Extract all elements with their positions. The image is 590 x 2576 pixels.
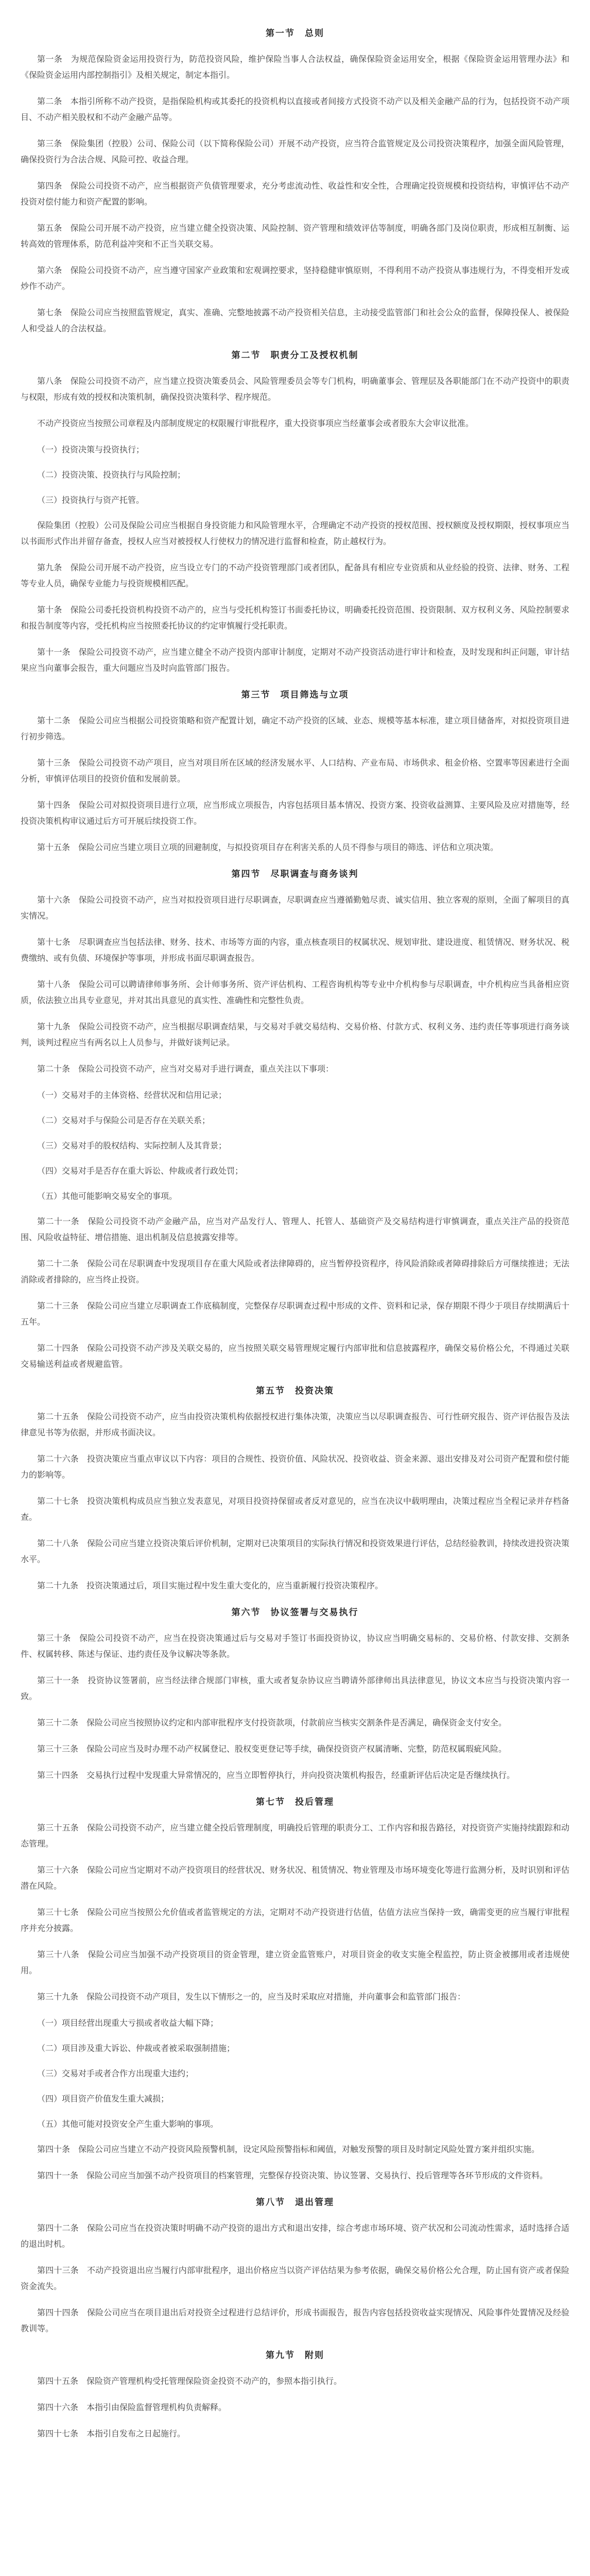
- section-5: [21, 1383, 569, 1594]
- paragraph: 第一条 为规范保险资金运用投资行为，防范投资风险，维护保险当事人合法权益，确保保险资金运用安全，根据《保险资金运用管理办法》和《保险资金运用内部控制指引》及相关规定，制定本指引。: [21, 54, 569, 80]
- list-item: （二）交易对手与保险公司是否存在关联关系；: [37, 1115, 211, 1125]
- paragraph: 不动产投资应当按照公司章程及内部制度规定的权限履行审批程序，重大投资事项应当经董事会或者股东大会审议批准。: [37, 418, 474, 428]
- paragraph: 第十五条 保险公司应当建立项目立项的回避制度，与拟投资项目存在利害关系的人员不得参与项目的筛选、评估和立项决策。: [37, 842, 499, 852]
- section-title: 第九节 附则: [266, 2350, 324, 2361]
- paragraph: 第七条 保险公司应当按照监管规定，真实、准确、完整地披露不动产投资相关信息，主动接受监管部门和社会公众的监督，保障投保人、被保险人和受益人的合法权益。: [21, 308, 569, 333]
- section-2: [21, 348, 569, 676]
- paragraph: 第四条 保险公司投资不动产，应当根据资产负债管理要求，充分考虑流动性、收益性和安全性，合理确定投资规模和投资结构，审慎评估不动产投资对偿付能力和资产配置的影响。: [21, 181, 569, 207]
- paragraph: 第九条 保险公司开展不动产投资，应当设立专门的不动产投资管理部门或者团队，配备具有相应专业资质和从业经验的投资、法律、财务、工程等专业人员，确保专业能力与投资规模相匹配。: [21, 563, 569, 588]
- list-item: （五）其他可能影响交易安全的事项。: [37, 1191, 178, 1201]
- section-title: 第五节 投资决策: [256, 1386, 334, 1396]
- paragraph: 第二十七条 投资决策机构成员应当独立发表意见，对项目投资持保留或者反对意见的，应当在决议中载明理由，决策过程应当全程记录并存档备查。: [21, 1496, 569, 1522]
- list-item: （一）投资决策与投资执行；: [37, 445, 145, 454]
- paragraph: 第四十七条 本指引自发布之日起施行。: [37, 2429, 186, 2438]
- list-item: （三）投资执行与资产托管。: [37, 495, 145, 505]
- paragraph: 第二十八条 保险公司应当建立投资决策后评价机制，定期对已决策项目的实际执行情况和投资效果进行评估，总结经验教训，持续改进投资决策水平。: [21, 1538, 569, 1564]
- paragraph: 第三十五条 保险公司投资不动产，应当建立健全投后管理制度，明确投后管理的职责分工、工作内容和报告路径，对投资资产实施持续跟踪和动态管理。: [21, 1823, 569, 1849]
- list-item: （五）其他可能对投资安全产生重大影响的事项。: [37, 2119, 219, 2129]
- paragraph: 第四十三条 不动产投资退出应当履行内部审批程序，退出价格应当以资产评估结果为参考依据，确保交易价格公允合理，防止国有资产或者保险资金流失。: [21, 2265, 569, 2291]
- section-7: [21, 1794, 569, 2183]
- paragraph: 第三十条 保险公司投资不动产，应当在投资决策通过后与交易对手签订书面投资协议，协议应当明确交易标的、交易价格、付款安排、交割条件、权属转移、陈述与保证、违约责任及争议解决等条款。: [21, 1633, 569, 1659]
- section-title: 第三节 项目筛选与立项: [241, 690, 349, 700]
- paragraph: 第二条 本指引所称不动产投资，是指保险机构或其委托的投资机构以直接或者间接方式投资不动产以及相关金融产品的行为，包括投资不动产项目、不动产相关股权和不动产金融产品等。: [21, 96, 569, 122]
- list-item: （三）交易对手或者合作方出现重大违约；: [37, 2069, 194, 2078]
- section-title: 第七节 投后管理: [256, 1797, 334, 1807]
- paragraph: 第十条 保险公司委托投资机构投资不动产的，应当与受托机构签订书面委托协议，明确委托投资范围、投资限制、双方权利义务、风险控制要求和报告制度等内容，受托机构应当按照委托协议的约定审慎履行受托职责。: [21, 605, 569, 631]
- paragraph: 第四十四条 保险公司应当在项目退出后对投资全过程进行总结评价，形成书面报告，报告内容包括投资收益实现情况、风险事件处置情况及经验教训等。: [21, 2308, 569, 2333]
- list-item: （四）交易对手是否存在重大诉讼、仲裁或者行政处罚；: [37, 1166, 244, 1176]
- paragraph: 第二十四条 保险公司投资不动产涉及关联交易的，应当按照关联交易管理规定履行内部审批和信息披露程序，确保交易价格公允，不得通过关联交易输送利益或者规避监管。: [21, 1343, 569, 1369]
- paragraph: 第四十五条 保险资产管理机构受托管理保险资金投资不动产的，参照本指引执行。: [37, 2376, 342, 2386]
- paragraph: 第十四条 保险公司对拟投资项目进行立项，应当形成立项报告，内容包括项目基本情况、投资方案、投资收益测算、主要风险及应对措施等，经投资决策机构审议通过后方可开展后续投资工作。: [21, 800, 569, 826]
- paragraph: 第十一条 保险公司投资不动产，应当建立健全不动产投资内部审计制度，定期对不动产投资活动进行审计和检查，及时发现和纠正问题，审计结果应当向董事会报告，重大问题应当及时向监管部门报告。: [21, 647, 569, 673]
- section-8: [21, 2195, 569, 2336]
- section-title: 第一节 总则: [266, 28, 324, 39]
- section-1: [21, 26, 569, 336]
- list-item: （三）交易对手的股权结构、实际控制人及其背景；: [37, 1141, 227, 1150]
- section-9: [21, 2348, 569, 2442]
- paragraph: 第三十七条 保险公司应当按照公允价值或者监管规定的方法，定期对不动产投资进行估值，估值方法应当保持一致，确需变更的应当履行审批程序并充分披露。: [21, 1907, 569, 1933]
- paragraph: 第三十二条 保险公司应当按照协议约定和内部审批程序支付投资款项，付款前应当核实交割条件是否满足，确保资金支付安全。: [37, 1718, 507, 1727]
- paragraph: 第二十九条 投资决策通过后，项目实施过程中发生重大变化的，应当重新履行投资决策程序。: [37, 1581, 384, 1590]
- paragraph: 第三十四条 交易执行过程中发现重大异常情况的，应当立即暂停执行，并向投资决策机构报告，经重新评估后决定是否继续执行。: [37, 1770, 515, 1780]
- paragraph: 第二十一条 保险公司投资不动产金融产品，应当对产品发行人、管理人、托管人、基础资产及交易结构进行审慎调查，重点关注产品的投资范围、风险收益特征、增信措施、退出机制及信息披露安排等。: [21, 1216, 569, 1242]
- list-item: （二）项目涉及重大诉讼、仲裁或者被采取强制措施；: [37, 2043, 235, 2053]
- list-item: （二）投资决策、投资执行与风险控制；: [37, 470, 186, 480]
- paragraph: 第三条 保险集团（控股）公司、保险公司（以下简称保险公司）开展不动产投资，应当符合监管规定及公司投资决策程序，加强全面风险管理，确保投资行为合法合规、风险可控、收益合理。: [21, 139, 569, 164]
- paragraph: 第四十二条 保险公司应当在投资决策时明确不动产投资的退出方式和退出安排，综合考虑市场环境、资产状况和公司流动性需求，适时选择合适的退出时机。: [21, 2223, 569, 2249]
- list-item: （一）交易对手的主体资格、经营状况和信用记录；: [37, 1090, 227, 1100]
- paragraph: 第十七条 尽职调查应当包括法律、财务、技术、市场等方面的内容，重点核查项目的权属状况、规划审批、建设进度、租赁情况、财务状况、税费缴纳、或有负债、环境保护等事项，并形成书面尽职调查报告。: [21, 937, 569, 963]
- paragraph: 第三十九条 保险公司投资不动产项目，发生以下情形之一的，应当及时采取应对措施，并向董事会和监管部门报告：: [37, 1992, 466, 2002]
- paragraph: 第四十六条 本指引由保险监督管理机构负责解释。: [37, 2402, 227, 2412]
- paragraph: 第五条 保险公司开展不动产投资，应当建立健全投资决策、风险控制、资产管理和绩效评估等制度，明确各部门及岗位职责，形成相互制衡、运转高效的管理体系，防范利益冲突和不正当关联交易。: [21, 223, 569, 249]
- paragraph: 保险集团（控股）公司及保险公司应当根据自身投资能力和风险管理水平，合理确定不动产投资的授权范围、授权额度及授权期限，授权事项应当以书面形式作出并留存备查，授权人应当对被授权人行使权力的情况进行监督和检查，防止越权行为。: [21, 520, 569, 546]
- paragraph: 第二十六条 投资决策应当重点审议以下内容：项目的合规性、投资价值、风险状况、投资收益、资金来源、退出安排及对公司资产配置和偿付能力的影响等。: [21, 1454, 569, 1480]
- paragraph: 第四十一条 保险公司应当加强不动产投资项目的档案管理，完整保存投资决策、协议签署、交易执行、投后管理等各环节形成的文件资料。: [37, 2171, 548, 2180]
- list-item: （四）项目资产价值发生重大减损；: [37, 2094, 169, 2104]
- paragraph: 第十三条 保险公司投资不动产项目，应当对项目所在区域的经济发展水平、人口结构、产业布局、市场供求、租金价格、空置率等因素进行全面分析，审慎评估项目的投资价值和发展前景。: [21, 758, 569, 784]
- paragraph: 第三十八条 保险公司应当加强不动产投资项目的资金管理，建立资金监管账户，对项目资金的收支实施全程监控，防止资金被挪用或者违规使用。: [21, 1950, 569, 1975]
- paragraph: 第四十条 保险公司应当建立不动产投资风险预警机制，设定风险预警指标和阈值，对触发预警的项目及时制定风险处置方案并组织实施。: [37, 2144, 540, 2154]
- section-title: 第四节 尽职调查与商务谈判: [231, 869, 359, 879]
- section-title: 第八节 退出管理: [256, 2197, 334, 2208]
- paragraph: 第十六条 保险公司投资不动产，应当对拟投资项目进行尽职调查，尽职调查应当遵循勤勉尽责、诚实信用、独立客观的原则，全面了解项目的真实情况。: [21, 895, 569, 921]
- paragraph: 第三十三条 保险公司应当及时办理不动产权属登记、股权变更登记等手续，确保投资资产权属清晰、完整，防范权属瑕疵风险。: [37, 1744, 507, 1754]
- paragraph: 第十九条 保险公司投资不动产，应当根据尽职调查结果，与交易对手就交易结构、交易价格、付款方式、权利义务、违约责任等事项进行商务谈判，谈判过程应当有两名以上人员参与，并做好谈判记录。: [21, 1022, 569, 1047]
- section-4: [21, 867, 569, 1372]
- paragraph: 第六条 保险公司投资不动产，应当遵守国家产业政策和宏观调控要求，坚持稳健审慎原则，不得利用不动产投资从事违规行为，不得变相开发或炒作不动产。: [21, 265, 569, 291]
- section-title: 第六节 协议签署与交易执行: [231, 1607, 359, 1618]
- paragraph: 第三十六条 保险公司应当定期对不动产投资项目的经营状况、财务状况、租赁情况、物业管理及市场环境变化等进行监测分析，及时识别和评估潜在风险。: [21, 1865, 569, 1891]
- paragraph: 第二十三条 保险公司应当建立尽职调查工作底稿制度，完整保存尽职调查过程中形成的文件、资料和记录，保存期限不得少于项目存续期满后十五年。: [21, 1301, 569, 1327]
- paragraph: 第十二条 保险公司应当根据公司投资策略和资产配置计划，确定不动产投资的区域、业态、规模等基本标准，建立项目储备库，对拟投资项目进行初步筛选。: [21, 716, 569, 741]
- list-item: （一）项目经营出现重大亏损或者收益大幅下降；: [37, 2018, 219, 2028]
- section-6: [21, 1605, 569, 1783]
- section-3: [21, 687, 569, 855]
- section-title: 第二节 职责分工及授权机制: [231, 350, 359, 361]
- paragraph: 第二十五条 保险公司投资不动产，应当由投资决策机构依据授权进行集体决策，决策应当以尽职调查报告、可行性研究报告、资产评估报告及法律意见书等为依据，并形成书面决议。: [21, 1412, 569, 1437]
- paragraph: 第二十条 保险公司投资不动产，应当对交易对手进行调查，重点关注以下事项：: [37, 1064, 334, 1074]
- paragraph: 第二十二条 保险公司在尽职调查中发现项目存在重大风险或者法律障碍的，应当暂停投资程序，待风险消除或者障碍排除后方可继续推进；无法消除或者排除的，应当终止投资。: [21, 1259, 569, 1284]
- paragraph: 第十八条 保险公司可以聘请律师事务所、会计师事务所、资产评估机构、工程咨询机构等专业中介机构参与尽职调查，中介机构应当具备相应资质，依法独立出具专业意见，并对其出具意见的真实性、准确性和完整性负责。: [21, 979, 569, 1005]
- paragraph: 第三十一条 投资协议签署前，应当经法律合规部门审核，重大或者复杂协议应当聘请外部律师出具法律意见，协议文本应当与投资决策内容一致。: [21, 1675, 569, 1701]
- paragraph: 第八条 保险公司投资不动产，应当建立投资决策委员会、风险管理委员会等专门机构，明确董事会、管理层及各职能部门在不动产投资中的职责与权限，形成有效的授权和决策机制，确保投资决策科学、程序规范。: [21, 376, 569, 402]
